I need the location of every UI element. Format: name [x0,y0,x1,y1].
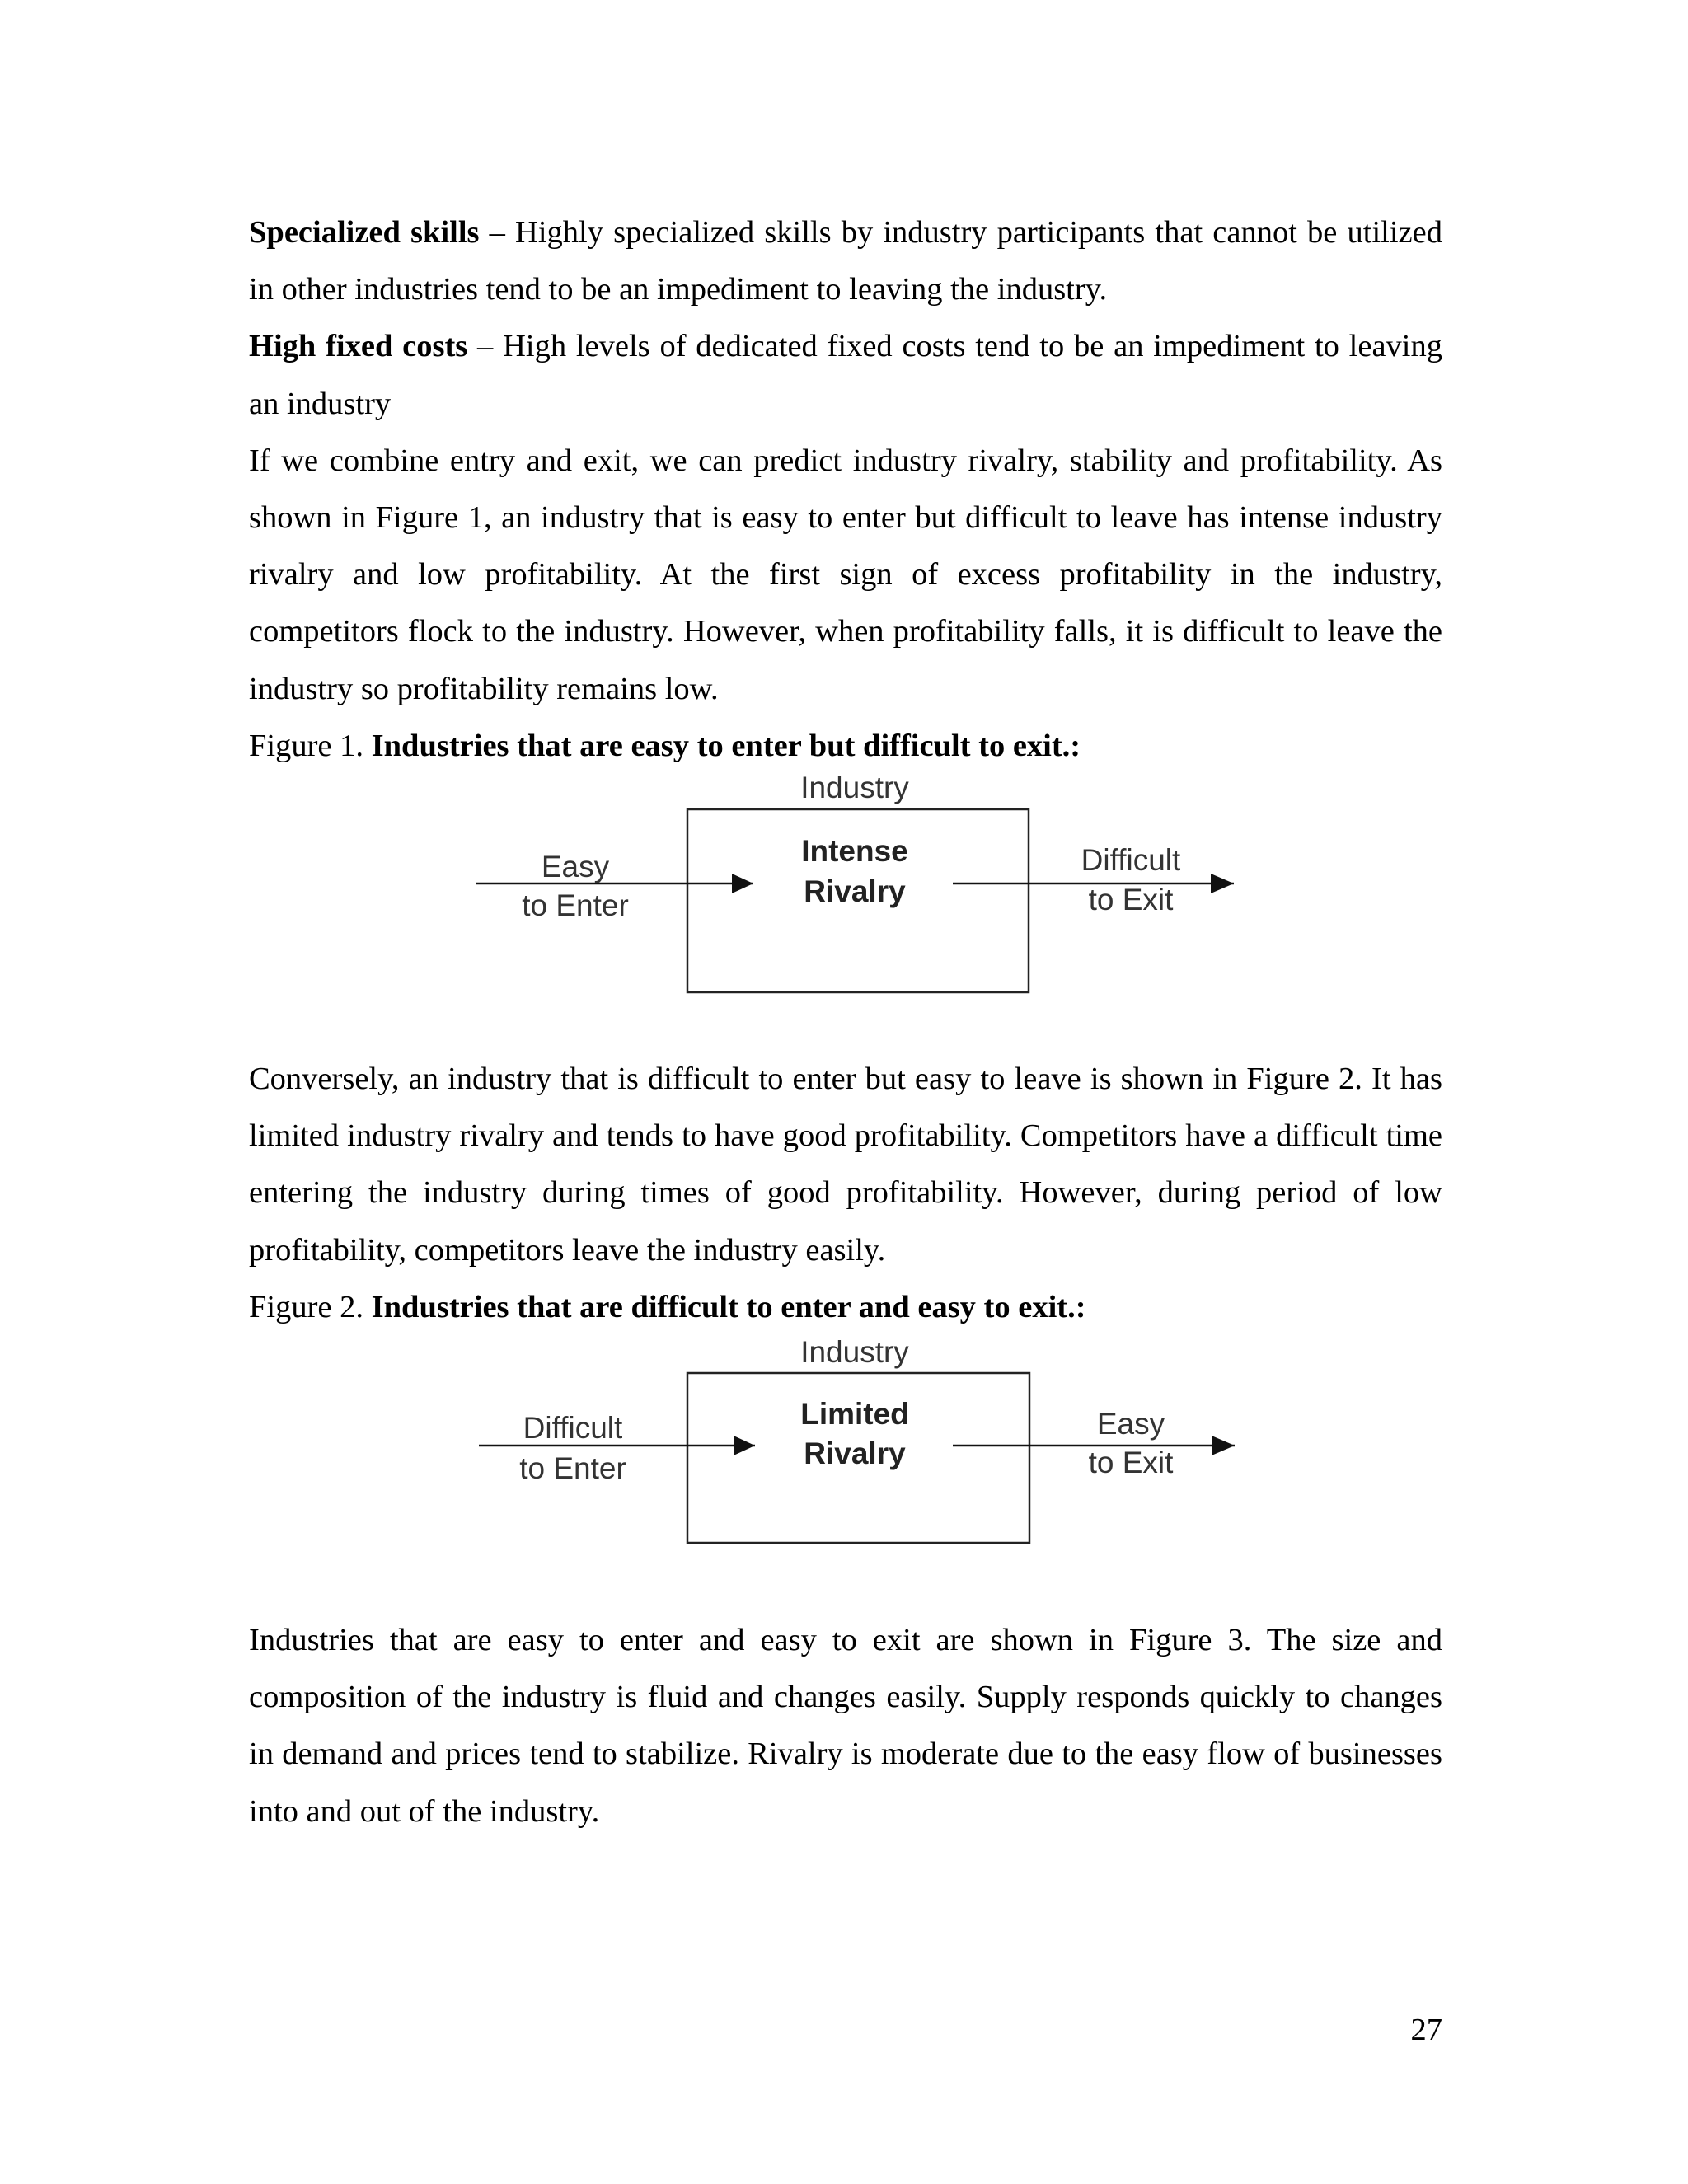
term-specialized-skills: Specialized skills [249,215,480,250]
page-number: 27 [1410,2013,1442,2047]
figure1-center-line1: Intense [801,834,908,869]
figure2-svg [249,1336,1442,1612]
figure2-enter-arrowhead [734,1436,755,1455]
figure1-caption [249,718,1442,775]
figure1-center-line2: Rivalry [804,874,906,909]
figure1-left-line1: Easy [541,850,610,884]
figure2-left-line2: to Enter [519,1451,626,1486]
figure2-left-line1: Difficult [523,1411,623,1446]
page-content [249,204,1442,1840]
figure2-right-line1: Easy [1096,1407,1165,1441]
figure1-title: Industries that are easy to enter but difficult to exit.: [371,728,1081,763]
figure2-label: Figure 2. [249,1289,364,1324]
figure1-industry-label: Industry [800,775,909,805]
figure1-diagram [249,775,1442,1051]
figure1-right-line1: Difficult [1081,843,1181,878]
figure1-enter-arrowhead [732,874,753,893]
figure1-label: Figure 1. [249,728,364,763]
figure2-title: Industries that are difficult to enter and easy to exit.: [371,1289,1086,1324]
term-high-fixed-costs: High fixed costs [249,329,468,364]
figure2-industry-label: Industry [800,1336,909,1370]
figure2-right-line2: to Exit [1088,1446,1174,1480]
figure2-center-line2: Rivalry [804,1436,906,1471]
figure1-exit-arrowhead [1211,874,1234,893]
figure2-diagram [249,1336,1442,1612]
text-specialized-skills: – Highly specialized skills by industry participants that cannot be utilized in other industries tend to be an impediment to leaving the industry. [249,215,1442,307]
text-high-fixed-costs: – High levels of dedicated fixed costs tend to be an impediment to leaving an industry [249,329,1442,421]
figure2-caption [249,1279,1442,1336]
paragraph-high-fixed-costs [249,318,1442,432]
figure1-svg [249,775,1442,1051]
paragraph-combine-entry-exit: If we combine entry and exit, we can predict industry rivalry, stability and profitability. As shown in Figure 1, an industry that is easy to enter but difficult to leave has intense industry rivalry and low profitability. At the first sign of excess profitability in the industry, competitors flock to the industry. However, when profitability falls, it is difficult to leave the industry so profitability remains low. [249,443,1442,706]
figure1-right-line2: to Exit [1088,883,1174,917]
paragraph-conversely: Conversely, an industry that is difficult to enter but easy to leave is shown in Figure 2. It has limited industry rivalry and tends to have good profitability. Competitors have a difficult time entering the industry during times of good profitability. However, during period of low profitability, competitors leave the industry easily. [249,1062,1442,1268]
figure2-exit-arrowhead [1212,1436,1235,1455]
figure1-left-line2: to Enter [522,888,629,923]
paragraph-specialized-skills [249,204,1442,318]
figure2-center-line1: Limited [800,1397,909,1432]
paragraph-easy-easy: Industries that are easy to enter and easy to exit are shown in Figure 3. The size and composition of the industry is fluid and changes easily. Supply responds quickly to changes in demand and prices tend to stabilize. Rivalry is moderate due to the easy flow of businesses into and out of the industry. [249,1623,1442,1829]
